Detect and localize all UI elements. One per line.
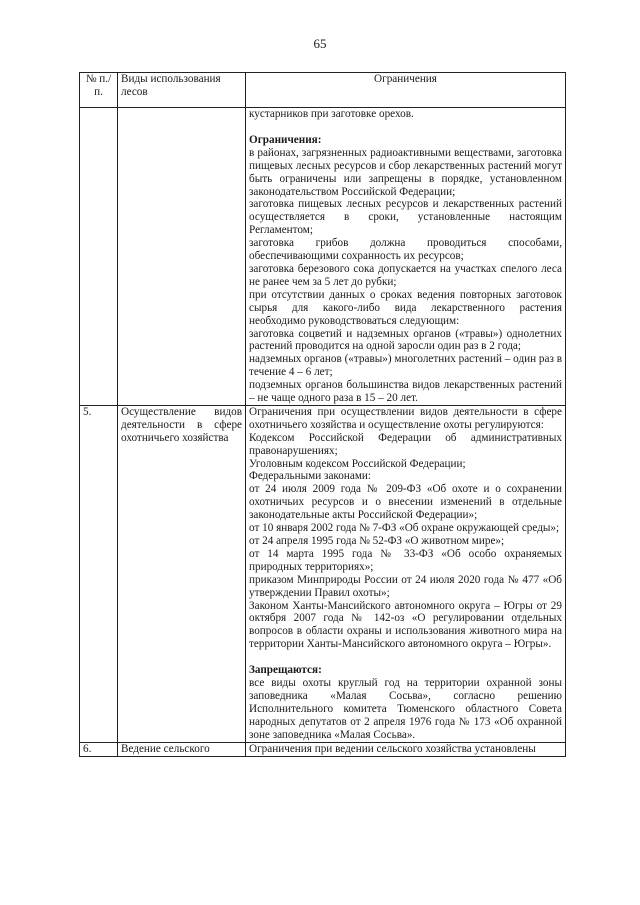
table-row-continuation [80,108,566,406]
table-row-5 [80,405,566,742]
text-line: кустарников при заготовке орехов. [249,108,414,120]
text-line: от 24 апреля 1995 года № 52-ФЗ «О животном мире»; [249,535,505,547]
text-line: Кодексом Российской Федерации об административных правонарушениях; [249,431,562,457]
cell-use-kind: Осуществление видов деятельности в сфере охотничьего хозяйства [118,405,246,742]
page-number: 65 [313,36,327,51]
header-number: № п./п. [80,73,118,108]
header-use-kind: Виды использования лесов [118,73,246,108]
text-line: от 10 января 2002 года № 7-ФЗ «Об охране окружающей среды»; [249,522,560,535]
cell-number: 6. [80,742,118,756]
restrictions-table [79,72,566,757]
cell-number [80,108,118,406]
cell-use-kind: Ведение сельского [118,742,246,756]
text-line: заготовка соцветий и надземных органов («травы») однолетних растений проводится на одной заросли один раз в 2 года; [249,327,562,353]
text-line: приказом Минприроды России от 24 июля 2020 года № 477 «Об утверждении Правил охоты»; [249,573,562,599]
cell-restrictions [246,405,566,742]
text-line: при отсутствии данных о сроках ведения повторных заготовок сырья для какого-либо вида лекарственного растения необходимо руководствоваться следующим: [249,288,562,327]
text-line: Уголовным кодексом Российской Федерации; [249,457,466,470]
table-row-6 [80,742,566,756]
table-header-row [80,73,566,108]
cell-number: 5. [80,405,118,742]
text-line: от 24 июля 2009 года № 209-ФЗ «Об охоте и о сохранении охотничьих ресурсов и о внесении изменений в отдельные законодательные акты Российской Федерации»; [249,483,562,522]
cell-restrictions [246,108,566,406]
text-line: в районах, загрязненных радиоактивными веществами, заготовка пищевых лесных ресурсов и сбор лекарственных растений могут быть ограничены или запрещены в порядке, установленном законодательством Российской Федерации; [249,146,562,198]
text-line: заготовка березового сока допускается на участках спелого леса не ранее чем за 5 лет до рубки; [249,262,562,288]
text-line: заготовка грибов должна проводиться способами, обеспечивающими сохранность их ресурсов; [249,237,562,263]
text-line: заготовка пищевых лесных ресурсов и лекарственных растений осуществляется в сроки, установленные настоящим Регламентом; [249,198,562,237]
cell-use-kind [118,108,246,406]
text-line: от 14 марта 1995 года № 33-ФЗ «Об особо охраняемых природных территориях»; [249,547,562,573]
text-line: Ограничения при осуществлении видов деятельности в сфере охотничьего хозяйства и осуществление охоты регулируются: [249,405,562,431]
blank-line [249,651,562,664]
header-restrictions: Ограничения [246,73,566,108]
section-heading-prohibited: Запрещаются: [249,664,322,677]
section-heading-restrictions: Ограничения: [249,133,322,146]
text-line: все виды охоты круглый год на территории охранной зоны заповедника «Малая Сосьва», согласно решению Исполнительного комитета Тюменского областного Совета народных депутатов от 2 апреля 1976 года № 173 «Об охранной зоне заповедника «Малая Сосьва». [249,677,562,741]
text-line: подземных органов большинства видов лекарственных растений – не чаще одного раза в 15 – 20 лет. [249,379,562,405]
text-line: Законом Ханты-Мансийского автономного округа – Югры от 29 октября 2007 года № 142-оз «О регулировании отдельных вопросов в области охраны и использования животного мира на территории Ханты-Мансийского автономного округа – Югры». [249,599,562,651]
text-line: надземных органов («травы») многолетних растений – один раз в течение 4 – 6 лет; [249,353,562,379]
blank-line [249,121,562,134]
text-line: Федеральными законами: [249,470,371,483]
cell-restrictions: Ограничения при ведении сельского хозяйства установлены [246,742,566,756]
